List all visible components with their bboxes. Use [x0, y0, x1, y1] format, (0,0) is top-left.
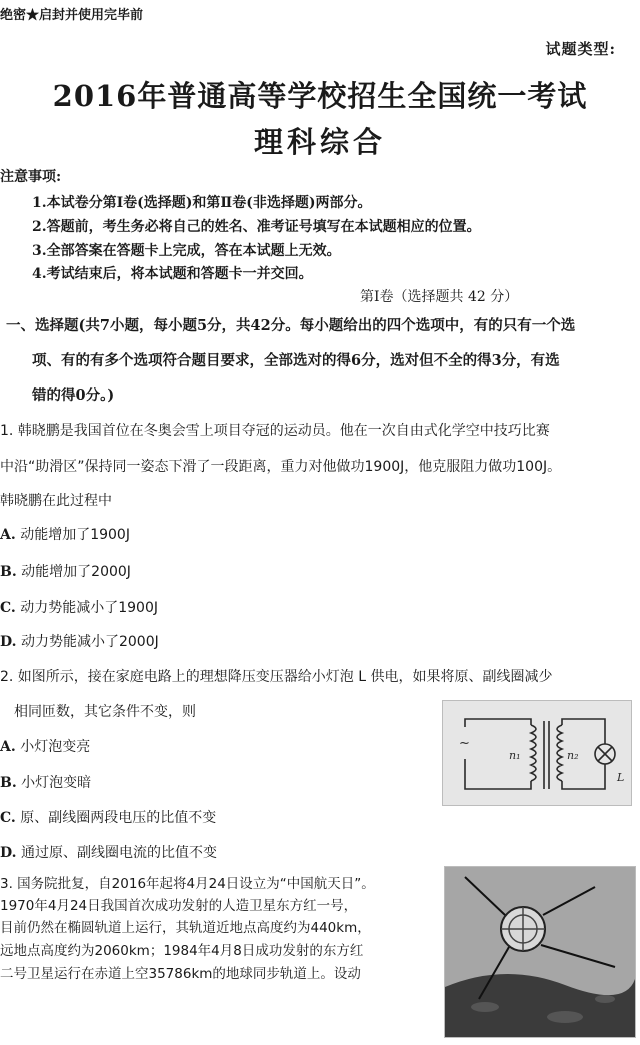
option-b[interactable]	[0, 772, 91, 792]
option-text: 原、副线圈两段电压的比值不变	[20, 810, 217, 826]
option-d[interactable]	[0, 631, 159, 651]
option-text: 小灯泡变亮	[20, 739, 91, 755]
transformer-figure	[442, 700, 632, 806]
question-3-line: 远地点高度约为2060km；1984年4月8日成功发射的东方红	[0, 943, 364, 959]
exam-title: 2016年普通高等学校招生全国统一考试	[52, 79, 588, 113]
option-text: 通过原、副线圈电流的比值不变	[20, 845, 217, 861]
option-key: A.	[0, 527, 16, 543]
option-key: B.	[0, 564, 17, 580]
satellite-image	[445, 867, 635, 1037]
question-2-line: 2. 如图所示，接在家庭电路上的理想降压变压器给小灯泡 L 供电，如果将原、副线圈减少	[0, 669, 553, 685]
n2-label: n₂	[567, 749, 579, 762]
option-key: D.	[0, 845, 17, 861]
notes-heading: 注意事项:	[0, 169, 62, 185]
option-d[interactable]	[0, 842, 217, 862]
option-key: D.	[0, 634, 17, 650]
option-text: 小灯泡变暗	[21, 775, 92, 791]
transformer-diagram	[443, 701, 631, 805]
question-1-line: 1. 韩晓鹏是我国首位在冬奥会雪上项目夺冠的运动员。他在一次自由式化学空中技巧比赛	[0, 423, 550, 439]
question-type-label: 试题类型:	[545, 40, 616, 58]
option-text: 动力势能减小了2000J	[20, 634, 159, 650]
exam-subtitle: 理科综合	[253, 125, 386, 159]
lamp-label: L	[617, 771, 625, 784]
question-1-line: 韩晓鹏在此过程中	[0, 493, 112, 509]
option-key: B.	[0, 775, 17, 791]
option-c[interactable]	[0, 597, 158, 617]
section-instruction: 错的得0分。)	[32, 387, 115, 404]
question-3-line: 3. 国务院批复，自2016年起将4月24日设立为“中国航天日”。	[0, 876, 375, 892]
note-item: 2.答题前，考生务必将自己的姓名、准考证号填写在本试题相应的位置。	[32, 219, 481, 235]
note-item: 1.本试卷分第Ⅰ卷(选择题)和第Ⅱ卷(非选择题)两部分。	[32, 195, 372, 211]
section-instruction: 一、选择题(共7小题，每小题5分，共42分。每小题给出的四个选项中，有的只有一个选	[6, 317, 576, 334]
option-a[interactable]	[0, 524, 130, 544]
source-symbol: ~	[459, 736, 470, 751]
option-text: 动能增加了2000J	[21, 564, 131, 580]
question-3-line: 1970年4月24日我国首次成功发射的人造卫星东方红一号，	[0, 898, 358, 914]
option-key: A.	[0, 739, 16, 755]
option-b[interactable]	[0, 561, 131, 581]
option-text: 动力势能减小了1900J	[20, 600, 158, 616]
option-c[interactable]	[0, 807, 216, 827]
part1-label: 第Ⅰ卷（选择题共 42 分）	[360, 289, 519, 305]
option-key: C.	[0, 810, 16, 826]
question-3-line: 二号卫星运行在赤道上空35786km的地球同步轨道上。设动	[0, 966, 361, 982]
option-key: C.	[0, 600, 16, 616]
note-item: 4.考试结束后，将本试题和答题卡一并交回。	[32, 266, 313, 282]
satellite-photo	[444, 866, 636, 1038]
option-a[interactable]	[0, 736, 90, 756]
n1-label: n₁	[509, 749, 521, 762]
confidential-label: 绝密★启封并使用完毕前	[0, 8, 144, 23]
question-1-line: 中沿“助滑区”保持同一姿态下滑了一段距离，重力对他做功1900J，他克服阻力做功100J。	[0, 459, 562, 475]
option-text: 动能增加了1900J	[20, 527, 130, 543]
section-instruction: 项、有的有多个选项符合题目要求，全部选对的得6分，选对但不全的得3分，有选	[32, 352, 560, 369]
note-item: 3.全部答案在答题卡上完成，答在本试题上无效。	[32, 243, 341, 259]
question-2-line: 相同匝数，其它条件不变，则	[14, 704, 196, 720]
question-3-line: 目前仍然在椭圆轨道上运行，其轨道近地点高度约为440km，	[0, 920, 371, 936]
